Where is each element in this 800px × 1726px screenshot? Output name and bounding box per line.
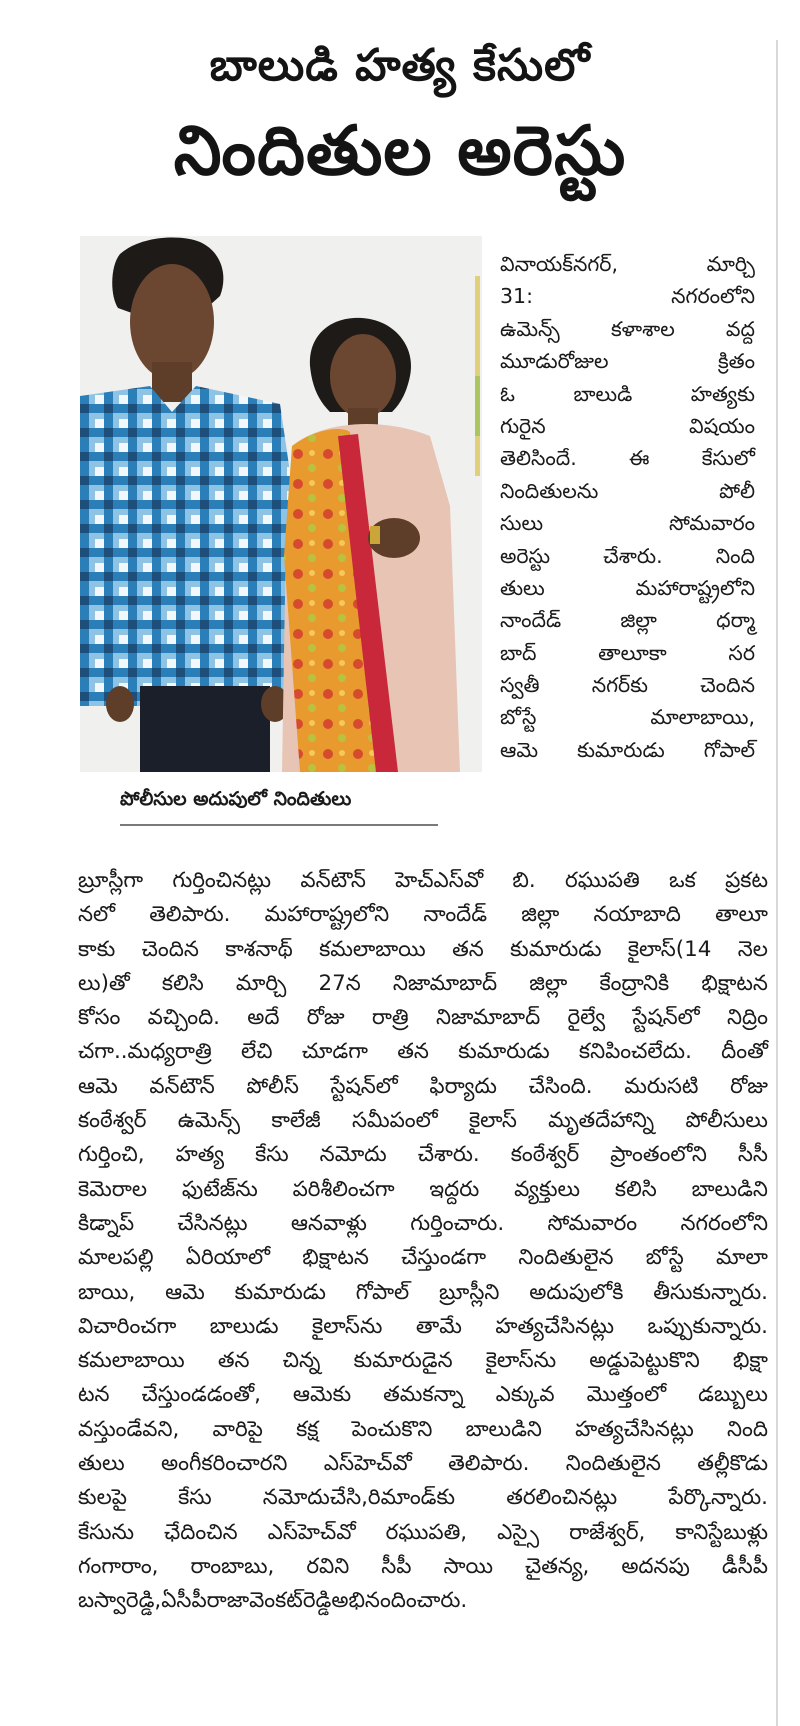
article-word: నిజామాబాద్: [392, 970, 498, 996]
caption-underline: [120, 824, 438, 826]
article-word: తరలించినట్లు: [506, 1485, 618, 1511]
article-word: నాందేడ్: [423, 902, 488, 928]
article-word: మాలా: [716, 1245, 768, 1271]
article-word: కమలాబాయి: [319, 936, 426, 962]
article-word: కోసం: [78, 1005, 121, 1031]
photo-illustration: [80, 236, 482, 772]
article-word: తామే: [415, 1313, 462, 1339]
article-word: నగరంలోని: [671, 284, 755, 309]
article-word: వెంకట్: [249, 1588, 303, 1614]
article-word: కైలాస్‌ను: [485, 1348, 557, 1374]
article-word: కలిసి: [614, 1176, 657, 1202]
article-word: రోజు: [730, 1073, 768, 1099]
article-word: ఉమెన్స్: [177, 1108, 241, 1134]
article-word: వినాయక్‌నగర్,: [500, 252, 618, 276]
article-line: [500, 637, 755, 669]
article-word: కెమెరాల: [78, 1176, 148, 1202]
article-word: వస్తుండేవని,: [78, 1416, 180, 1442]
article-word: కుమారుడు: [234, 1279, 326, 1305]
article-word: రాత్రి: [371, 1005, 409, 1031]
article-word: తులు: [500, 575, 545, 600]
article-word: తెలిపారు.: [149, 902, 231, 928]
article-word: కక్ష: [296, 1416, 319, 1442]
article-word: ఉమెన్స్: [500, 316, 560, 341]
article-word: నింది: [715, 543, 755, 568]
column-rule: [776, 40, 778, 1726]
article-word: సాయి: [443, 1553, 494, 1579]
article-word: కైలాస్(14: [627, 936, 712, 962]
article-word: జిల్లా: [529, 970, 568, 996]
article-word: అదే: [247, 1005, 280, 1031]
article-word: బాలుడు: [209, 1313, 279, 1339]
article-word: మాలాబాయి,: [650, 705, 755, 730]
article-word: స్టేషన్‌లో: [632, 1005, 700, 1031]
article-word: బాలుడి: [573, 381, 633, 406]
article-word: ధర్మా: [716, 608, 755, 633]
article-word: కేంద్రానికి: [599, 970, 670, 996]
article-word: పోలీసులు: [685, 1108, 768, 1134]
article-line: [500, 734, 755, 766]
article-word: అభినందించారు.: [331, 1588, 468, 1614]
article-word: పోలీ: [719, 478, 755, 503]
article-word: రఘుపతి,: [385, 1519, 468, 1545]
article-word: కేసు: [255, 1142, 289, 1168]
article-word: కాకు: [78, 936, 116, 962]
article-line: [78, 933, 768, 967]
article-word: భిక్షాటన: [701, 970, 768, 996]
article-word: ఎక్కువ: [495, 1382, 555, 1408]
article-word: జిల్లా: [521, 902, 560, 928]
article-line: [78, 864, 768, 898]
article-word: రైల్వే: [567, 1005, 606, 1031]
article-word: అడ్డుపెట్టుకొని: [589, 1348, 700, 1374]
article-line: [78, 1173, 768, 1207]
article-body: [78, 864, 768, 1619]
article-word: పేర్కొన్నారు.: [668, 1485, 768, 1511]
article-word: తన: [217, 1348, 250, 1374]
article-word: గోపాల్: [355, 1279, 410, 1305]
article-word: అదుపులోకి: [529, 1279, 624, 1305]
article-word: బి.: [512, 868, 536, 893]
article-word: కేసులో: [701, 446, 755, 471]
article-word: నగర్‌కు: [591, 673, 649, 698]
article-line: [78, 967, 768, 1001]
article-word: ఛేదించిన: [164, 1519, 238, 1545]
article-word: తీసుకున్నారు.: [653, 1279, 768, 1305]
article-line: [78, 1584, 768, 1618]
article-word: బోస్టే: [645, 1245, 684, 1271]
article-word: గుర్తించినట్లు: [172, 868, 272, 893]
article-word: క్రితం: [717, 349, 755, 374]
article-word: ఆమె: [165, 1279, 205, 1305]
article-word: ఏరియాలో: [185, 1245, 271, 1271]
article-word: చేశారు.: [603, 543, 663, 568]
article-word: నలో: [78, 902, 116, 928]
article-word: ఒక: [668, 868, 696, 893]
article-word: మూడురోజుల: [500, 349, 609, 374]
article-word: కుమారుడు: [458, 1039, 550, 1065]
article-word: నిందితులను: [500, 478, 599, 503]
article-word: కంఠేశ్వర్: [510, 1142, 580, 1168]
article-word: పోలీస్: [246, 1073, 299, 1099]
article-word: ఓ: [500, 381, 515, 406]
article-word: మరుసటి: [624, 1073, 699, 1099]
article-word: చైతన్య,: [525, 1553, 590, 1579]
article-word: రాజేశ్వర్,: [569, 1519, 646, 1545]
article-word: కనిపించలేదు.: [578, 1039, 692, 1065]
article-word: నెల: [737, 936, 768, 962]
article-word: రఘుపతి: [565, 868, 640, 893]
article-line: [78, 1344, 768, 1378]
article-word: చగా..మధ్యరాత్రి: [78, 1039, 212, 1065]
article-word: మొత్తంలో: [586, 1382, 667, 1408]
article-word: గోపాల్: [703, 737, 755, 762]
article-line: [500, 378, 755, 410]
article-word: ఒప్పుకున్నారు.: [647, 1313, 768, 1339]
article-word: చెందిన: [700, 673, 755, 698]
article-word: కిడ్నాప్: [78, 1210, 135, 1236]
article-line: [500, 248, 755, 280]
article-word: కైలాస్: [468, 1108, 517, 1134]
article-word: స్వతీ: [500, 673, 540, 698]
article-word: ఏసీపీ: [161, 1588, 207, 1614]
article-word: తాలూకా: [598, 640, 667, 665]
article-word: కలిసి: [161, 970, 204, 996]
article-line: [78, 1413, 768, 1447]
article-word: కుమారుడు: [510, 936, 602, 962]
article-word: హత్యకు: [690, 381, 755, 406]
article-word: ఫిర్యాదు: [429, 1073, 497, 1099]
article-line: [78, 1276, 768, 1310]
article-line: [500, 507, 755, 539]
article-word: నమోదు: [319, 1142, 387, 1168]
article-word: చూడగా: [301, 1039, 368, 1065]
article-word: వన్‌టౌన్: [149, 1073, 215, 1099]
article-line: [78, 898, 768, 932]
article-word: కమలాబాయి: [78, 1348, 185, 1374]
article-word: బాలుడిని: [691, 1176, 768, 1202]
article-word: కేసును: [78, 1519, 135, 1545]
article-word: కుమారుడైన: [353, 1348, 453, 1374]
article-word: కేసు: [178, 1485, 212, 1511]
article-line: [500, 669, 755, 701]
article-line: [78, 1138, 768, 1172]
article-word: చేసినట్లు: [177, 1210, 248, 1236]
article-word: తన: [397, 1039, 429, 1065]
article-word: ఈ: [629, 446, 650, 471]
article-word: చేస్తుండగా: [401, 1245, 487, 1271]
article-word: పరిశీలించగా: [292, 1176, 395, 1202]
article-word: స్టేషన్‌లో: [330, 1073, 398, 1099]
article-word: హత్యచేసినట్లు: [495, 1313, 615, 1339]
article-word: చేస్తుండడంతో,: [141, 1382, 261, 1408]
article-word: వద్ద: [725, 316, 755, 341]
article-word: గుర్తించారు.: [410, 1210, 505, 1236]
article-line: [500, 442, 755, 474]
article-word: నగరంలోని: [680, 1210, 768, 1236]
article-word: రాంబాబు,: [190, 1553, 275, 1579]
article-word: మార్చి: [235, 970, 287, 996]
article-word: ఎస్‌హెచ్‌వో: [267, 1519, 356, 1545]
article-word: కుమారుడు: [577, 737, 665, 762]
article-word: టన: [78, 1382, 110, 1408]
article-word: విషయం: [689, 413, 755, 438]
article-line: [78, 1550, 768, 1584]
article-word: నిందితులైన: [565, 1451, 661, 1477]
article-line: [78, 1447, 768, 1481]
headline-line-2: నిందితుల అరెస్టు: [173, 112, 627, 191]
article-word: వారిపై: [212, 1416, 263, 1442]
article-word: సీసీ: [737, 1142, 768, 1168]
article-word: దీంతో: [721, 1039, 768, 1065]
article-word: చేశారు.: [417, 1142, 480, 1168]
article-word: సులు: [500, 511, 544, 536]
article-word: డీసీపీ: [721, 1553, 768, 1579]
article-word: అదనపు: [621, 1553, 690, 1579]
article-word: బ్రూస్లీని: [439, 1279, 500, 1305]
article-word: తెలిపారు.: [448, 1451, 530, 1477]
article-line: [500, 572, 755, 604]
article-line: [78, 1001, 768, 1035]
article-word: ప్రాంతంలోని: [610, 1142, 707, 1168]
article-word: సీపీ: [381, 1553, 412, 1579]
article-word: రెడ్డి: [302, 1588, 332, 1614]
article-word: తాలూ: [715, 902, 768, 928]
article-word: బాయి,: [78, 1279, 136, 1305]
article-word: రవిని: [306, 1553, 350, 1579]
article-word: బస్వారెడ్డి,: [78, 1588, 162, 1614]
article-line: [500, 280, 755, 312]
article-word: గుర్తించి,: [78, 1142, 145, 1168]
article-line: [78, 1310, 768, 1344]
article-word: రోజు: [306, 1005, 345, 1031]
article-word: బాద్: [500, 640, 537, 665]
article-word: నిద్రిం: [726, 1005, 768, 1031]
article-word: చెందిన: [141, 936, 199, 962]
article-word: గురైన: [500, 413, 546, 438]
article-word: చిన్న: [282, 1348, 321, 1374]
article-line: [500, 604, 755, 636]
article-word: భిక్షా: [732, 1348, 768, 1374]
article-word: చేసింది.: [528, 1073, 593, 1099]
news-photo: [80, 236, 482, 772]
article-line: [500, 345, 755, 377]
article-word: విచారించగా: [78, 1313, 177, 1339]
article-word: మార్చి: [706, 252, 755, 276]
article-line: [500, 475, 755, 507]
article-word: భిక్షాటన: [302, 1245, 369, 1271]
article-line: [78, 1516, 768, 1550]
article-line: [78, 1035, 768, 1069]
article-word: ఎస్‌హెచ్‌వో: [323, 1451, 412, 1477]
article-word: నిందితులైన: [518, 1245, 614, 1271]
article-word: నమోదుచేసి,రిమాండ్‌కు: [262, 1485, 456, 1511]
article-line: [500, 701, 755, 733]
article-word: 31:: [500, 284, 533, 309]
article-line: [500, 540, 755, 572]
article-word: నిజామాబాద్: [435, 1005, 541, 1031]
article-word: మహారాష్ట్రలోని: [264, 902, 390, 928]
article-word: గంగారాం,: [78, 1553, 159, 1579]
article-word: తెలిసిందే.: [500, 446, 577, 471]
article-word: ప్రకట: [725, 868, 768, 893]
article-word: సోమవారం: [547, 1210, 638, 1236]
article-word: మహారాష్ట్రలోని: [635, 575, 755, 600]
article-word: ఇద్దరు: [429, 1176, 480, 1202]
article-word: హెచ్‌ఎస్‌వో: [395, 868, 484, 893]
article-word: నాందేడ్: [500, 608, 562, 633]
article-word: తులు: [78, 1451, 125, 1477]
article-line: [78, 1070, 768, 1104]
article-word: ఎస్సై: [497, 1519, 540, 1545]
article-word: లు)తో: [78, 970, 130, 996]
article-word: బ్రూస్లీగా: [78, 868, 144, 893]
article-word: పెంచుకొని: [351, 1416, 433, 1442]
article-word: వన్‌టౌన్: [300, 868, 366, 893]
article-word: ఆమె: [78, 1073, 118, 1099]
article-line: [78, 1481, 768, 1515]
article-word: లేచి: [241, 1039, 273, 1065]
article-line: [500, 410, 755, 442]
article-word: ఆనవాళ్లు: [290, 1210, 367, 1236]
article-word: నింది: [727, 1416, 768, 1442]
article-word: తన: [452, 936, 484, 962]
article-word: హత్యచేసినట్లు: [575, 1416, 694, 1442]
article-word: బోస్టే: [500, 705, 537, 730]
article-word: కులపై: [78, 1485, 127, 1511]
article-word: వచ్చింది.: [147, 1005, 220, 1031]
article-word: ఫుటేజ్‌ను: [181, 1176, 258, 1202]
article-word: ఆమెకు: [292, 1382, 352, 1408]
article-word: నయాబాది: [593, 902, 681, 928]
article-word: మాలపల్లి: [78, 1245, 154, 1271]
article-line: [78, 1378, 768, 1412]
article-word: రాజా: [206, 1588, 250, 1614]
article-word: తల్లీకొడు: [697, 1451, 768, 1477]
article-word: కళాశాల: [610, 316, 675, 341]
article-word: కాలేజీ: [271, 1108, 321, 1134]
article-word: సమీపంలో: [351, 1108, 438, 1134]
article-word: జిల్లా: [620, 608, 657, 633]
article-word: కానిస్టేబుళ్లు: [675, 1519, 768, 1545]
article-word: అరెస్టు: [500, 543, 551, 568]
article-word: సోమవారం: [669, 511, 755, 536]
headline-line-1: బాలుడి హత్య కేసులో: [209, 40, 591, 91]
article-word: వ్యక్తులు: [514, 1176, 581, 1202]
article-line: [78, 1104, 768, 1138]
article-word: సర: [728, 640, 755, 665]
article-word: ఆమె: [500, 737, 539, 762]
article-word: 27న: [318, 970, 361, 996]
article-word: అంగీకరించారని: [160, 1451, 288, 1477]
article-line: [78, 1241, 768, 1275]
article-word: కాశనాథ్: [225, 936, 293, 962]
photo-caption: పోలీసుల అదుపులో నిందితులు: [120, 788, 352, 810]
article-word: కంఠేశ్వర్: [78, 1108, 147, 1134]
article-word: డబ్బులు: [698, 1382, 768, 1408]
article-word: హత్య: [175, 1142, 225, 1168]
article-word: తమకన్నా: [383, 1382, 464, 1408]
article-side-column: [500, 248, 755, 766]
article-line: [500, 313, 755, 345]
article-line: [78, 1207, 768, 1241]
article-word: కైలాస్‌ను: [312, 1313, 383, 1339]
article-word: మృతదేహాన్ని: [548, 1108, 655, 1134]
article-word: బాలుడిని: [465, 1416, 542, 1442]
